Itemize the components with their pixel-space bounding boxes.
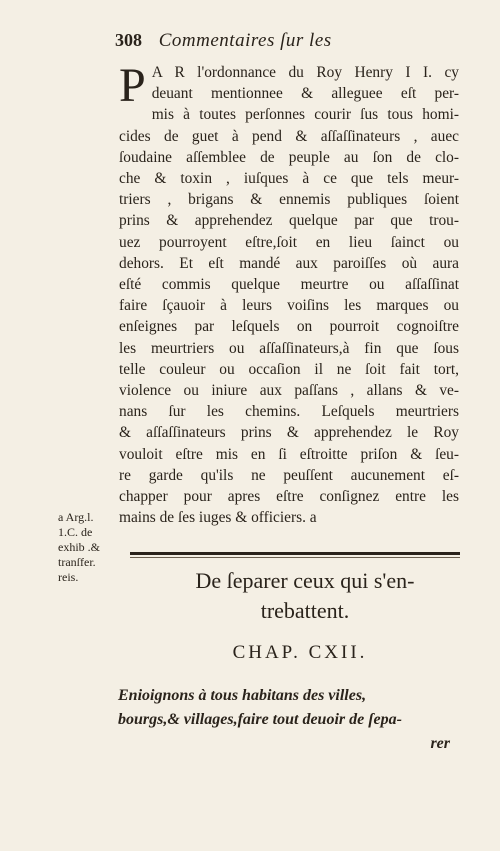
running-head [115, 30, 415, 52]
body-line: mis à toutes perſonnes courir ſus tous homi- [151, 106, 459, 124]
body-line: telle couleur ou occaſion il ne ſoit fait tort, [119, 360, 459, 378]
body-line: uez pourroyent eſtre,ſoit en lieu ſainct ou [119, 233, 459, 251]
body-line: les meurtriers ou aſſaſſinateurs,à fin que ſous [119, 339, 459, 357]
margin-note [58, 510, 128, 585]
body-paragraph [119, 59, 459, 528]
margin-note-line: 1.C. de [58, 525, 93, 539]
body-line: eſté commis quelque meurtre ou aſſaſſinat [119, 276, 459, 294]
margin-note-line: exhib .& [58, 540, 100, 554]
body-line: & aſſaſſinateurs prins & apprehendez le Roy [119, 424, 459, 442]
body-line: faire ſçauoir à leurs voiſins les marques ou [119, 297, 459, 315]
body-line: enſeignes par leſquels on pourroit cognoiſtre [119, 318, 459, 336]
body-line: deuant mentionnee & alleguee eſt per- [151, 85, 459, 103]
body-line: cides de guet à pend & aſſaſſinateurs , auec [119, 127, 459, 145]
body-line: mains de ſes iuges & officiers. a [119, 509, 317, 527]
section-heading [160, 566, 450, 626]
section-heading-line: De ſeparer ceux qui s'en- [195, 568, 415, 593]
body-line: nans ſur les chemins. Leſquels meurtriers [119, 403, 459, 421]
drop-cap: P [119, 59, 146, 112]
section-heading-line: trebattent. [260, 598, 350, 623]
margin-note-line: a Arg.l. [58, 510, 94, 524]
page-number: 308 [115, 30, 142, 50]
summary-line: rer [430, 735, 450, 752]
body-line: prins & apprehendez quelque par que trou- [119, 212, 459, 230]
section-divider-thin [130, 557, 460, 558]
body-line: violence ou iniure aux paſſans , allans & ve- [119, 382, 459, 400]
margin-note-line: tranſfer. [58, 555, 96, 569]
summary-line: bourgs,& villages,faire tout deuoir de ſepa- [118, 711, 402, 728]
chapter-summary [118, 684, 458, 756]
body-line: ſoudaine aſſemblee de peuple au ſon de clo- [119, 148, 459, 166]
chapter-heading: CHAP. CXII. [232, 642, 368, 663]
body-line: dehors. Et eſt mandé aux paroiſſes où aura [119, 254, 459, 272]
body-line: A R l'ordonnance du Roy Henry I I. cy [151, 64, 459, 81]
body-line: chapper pour apres eſtre conſignez entre les [119, 488, 459, 506]
body-line: triers , brigans & ennemis publiques ſoient [119, 191, 459, 209]
body-line: che & toxin , iuſques à ce que tels meur- [119, 170, 459, 188]
running-title: Commentaires ſur les [158, 30, 332, 51]
margin-note-line: reis. [58, 570, 79, 584]
body-line: vouloit eſtre mis en ſi eſtroitte priſon & ſeu- [119, 445, 459, 463]
body-line: re garde qu'ils ne peuſſent aucunement eſ- [119, 466, 459, 484]
summary-line: Enioignons à tous habitans des villes, [118, 687, 367, 704]
section-divider [130, 552, 460, 555]
